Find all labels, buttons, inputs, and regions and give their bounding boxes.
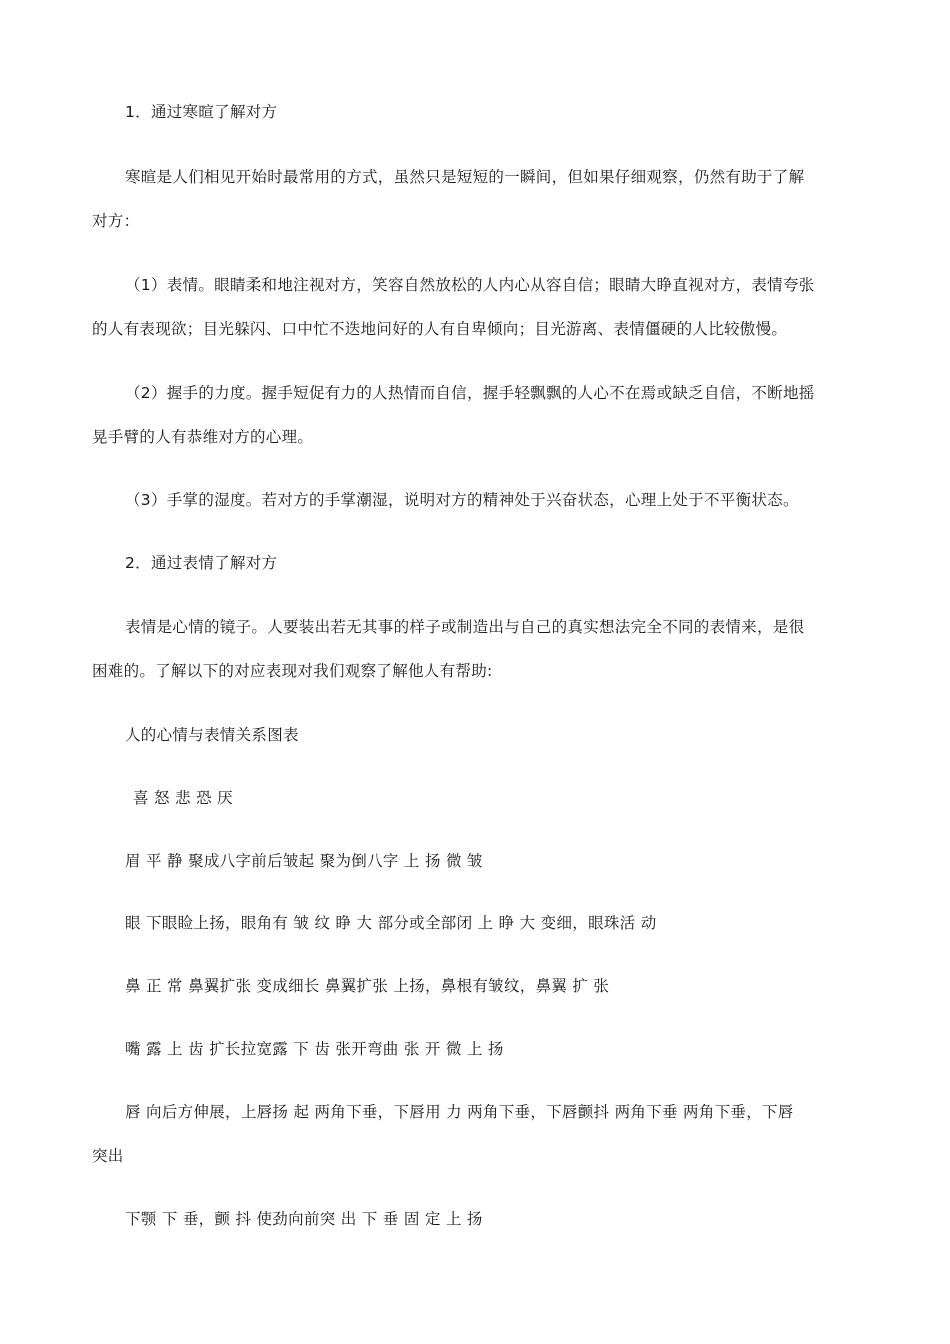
table-row-eye: 眼 下眼睑上扬，眼角有 皱 纹 睁 大 部分或全部闭 上 睁 大 变细，眼珠活 动: [125, 914, 657, 932]
table-row-lip-line-1: 唇 向后方伸展，上唇扬 起 两角下垂，下唇用 力 两角下垂，下唇颤抖 两角下垂 两角下垂，下唇: [125, 1103, 794, 1121]
paragraph-expression-line-2: 的人有表现欲；目光躲闪、口中忙不迭地问好的人有自卑倾向；目光游离、表情僵硬的人比较傲慢。: [92, 320, 788, 338]
paragraph-handshake-line-1: （2）握手的力度。握手短促有力的人热情而自信，握手轻飘飘的人心不在焉或缺乏自信，不断地摇: [125, 384, 815, 402]
paragraph-handshake-line-2: 晃手臂的人有恭维对方的心理。: [92, 428, 314, 446]
paragraph-greeting-line-2: 对方：: [92, 212, 140, 230]
table-row-mouth: 嘴 露 上 齿 扩长拉宽露 下 齿 张开弯曲 张 开 微 上 扬: [125, 1040, 504, 1058]
table-row-nose: 鼻 正 常 鼻翼扩张 变成细长 鼻翼扩张 上扬，鼻根有皱纹，鼻翼 扩 张: [125, 977, 610, 995]
paragraph-face-mirror-line-2: 困难的。了解以下的对应表现对我们观察了解他人有帮助:: [92, 662, 493, 680]
table-row-lip-line-2: 突出: [92, 1147, 124, 1165]
paragraph-expression-line-1: （1）表情。眼睛柔和地注视对方，笑容自然放松的人内心从容自信；眼睛大睁直视对方，表情夸张: [125, 276, 815, 294]
table-row-brow: 眉 平 静 聚成八字前后皱起 聚为倒八字 上 扬 微 皱: [125, 852, 483, 870]
table-header-row: 喜 怒 悲 恐 厌: [133, 789, 233, 807]
paragraph-face-mirror-line-1: 表情是心情的镜子。人要装出若无其事的样子或制造出与自己的真实想法完全不同的表情来，是很: [125, 618, 805, 636]
paragraph-palm-humidity: （3）手掌的湿度。若对方的手掌潮湿，说明对方的精神处于兴奋状态，心理上处于不平衡状态。: [125, 491, 799, 509]
section-heading-1: 1．通过寒暄了解对方: [125, 103, 278, 121]
section-heading-2: 2．通过表情了解对方: [125, 554, 278, 572]
table-row-jaw: 下颚 下 垂，颤 抖 使劲向前突 出 下 垂 固 定 上 扬: [125, 1210, 483, 1228]
paragraph-greeting-line-1: 寒暄是人们相见开始时最常用的方式，虽然只是短短的一瞬间，但如果仔细观察，仍然有助于了解: [125, 168, 805, 186]
chart-caption: 人的心情与表情关系图表: [125, 726, 299, 744]
